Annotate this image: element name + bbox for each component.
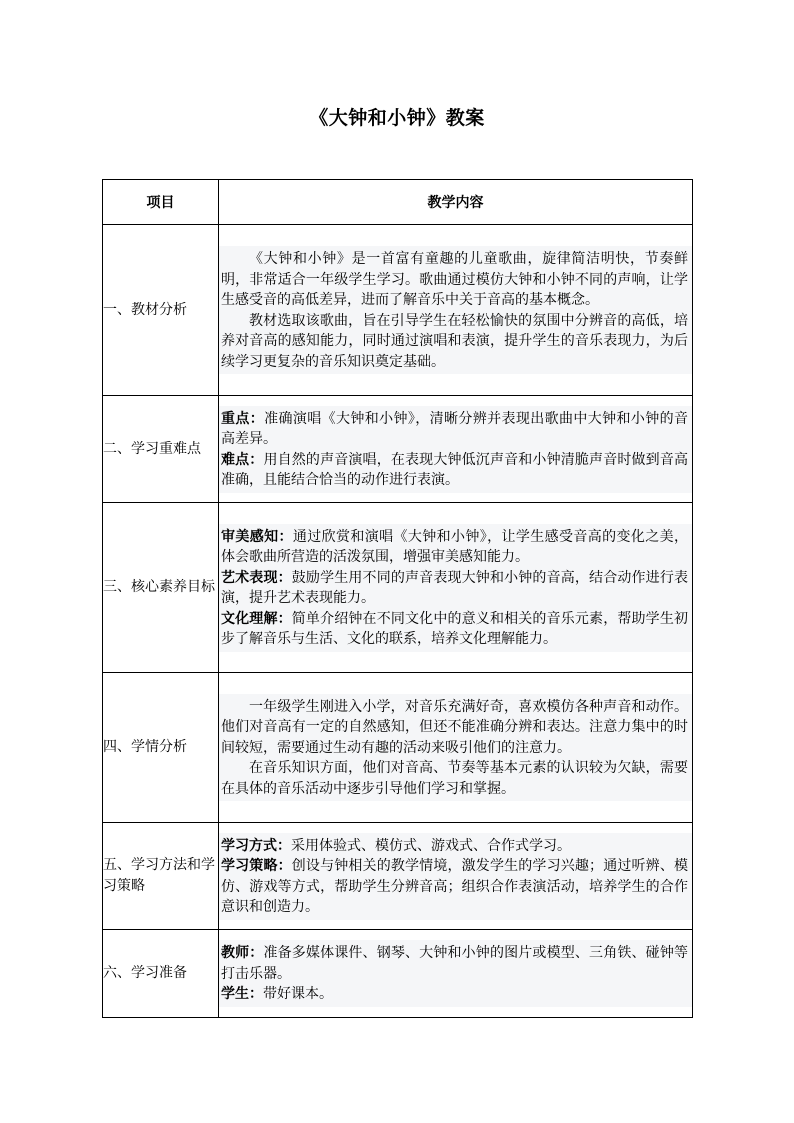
row-label: 五、学习方法和学习策略 [103,823,219,930]
row-content [219,225,693,396]
paragraph-term: 文化理解： [221,610,292,627]
content-paragraph [221,249,688,311]
paragraph-term: 学习策略： [221,858,292,874]
paragraph-text: 用自然的声音演唱，在表现大钟低沉声音和小钟清脆声音时做到音高准确，且能结合恰当的动作进行表演。 [221,451,688,488]
content-paragraph [221,856,688,918]
row-content [219,396,693,503]
paragraph-text: 准确演唱《大钟和小钟》，清晰分辨并表现出歌曲中大钟和小钟的音高差异。 [221,410,688,447]
table-row-learner-analysis [103,673,693,823]
content-paragraph [221,697,688,759]
paragraph-term: 艺术表现： [221,569,292,586]
paragraph-text: 创设与钟相关的教学情境，激发学生的学习兴趣；通过听辨、模仿、游戏等方式，帮助学生分辨音高；组织合作表演活动，培养学生的合作意识和创造力。 [221,858,688,915]
paragraph-text: 一年级学生刚进入小学，对音乐充满好奇，喜欢模仿各种声音和动作。他们对音高有一定的自然感知，但还不能准确分辨和表达。注意力集中的时间较短，需要通过生动有趣的活动来吸引他们的注意力。 [221,698,688,756]
row-label: 六、学习准备 [103,930,219,1018]
content-paragraph [221,836,688,857]
table-row-textbook-analysis [103,225,693,396]
content-paragraph [221,409,688,450]
paragraph-text: 《大钟和小钟》是一首富有童趣的儿童歌曲，旋律简洁明快，节奏鲜明，非常适合一年级学生学习。歌曲通过模仿大钟和小钟不同的声响，让学生感受音的高低差异，进而了解音乐中关于音高的基本概念。 [221,251,688,308]
paragraph-text: 采用体验式、模仿式、游戏式、合作式学习。 [291,837,571,854]
paragraph-term: 难点： [221,451,264,468]
row-label: 二、学习重难点 [103,396,219,503]
paragraph-text: 带好课本。 [263,986,333,1003]
paragraph-term: 学生： [221,986,263,1003]
document-title: 《大钟和小钟》教案 [309,107,485,129]
content-box [219,833,692,920]
row-label: 四、学情分析 [103,673,219,823]
content-paragraph [221,758,688,799]
paragraph-text: 鼓励学生用不同的声音表现大钟和小钟的音高，结合动作进行表演，提升艺术表现能力。 [221,569,688,606]
paragraph-term: 学习方式： [221,837,291,854]
table-header-row [103,180,693,225]
content-paragraph [221,568,688,609]
table-row-key-difficult-points [103,396,693,503]
row-content [219,673,693,823]
content-paragraph [221,609,688,650]
header-item: 项目 [103,180,219,225]
paragraph-text: 准备多媒体课件、钢琴、大钟和小钟的图片或模型、三角铁、碰钟等打击乐器。 [221,945,688,982]
header-content: 教学内容 [219,180,693,225]
content-paragraph [221,984,688,1005]
paragraph-term: 审美感知： [221,528,293,545]
row-content [219,930,693,1018]
lesson-plan-table [102,179,693,1018]
content-paragraph [221,311,688,373]
content-paragraph [221,527,688,568]
content-box [219,406,692,493]
paragraph-text: 在音乐知识方面，他们对音高、节奏等基本元素的认识较为欠缺，需要在具体的音乐活动中逐步引导他们学习和掌握。 [221,760,688,797]
table-row-learning-methods [103,823,693,930]
table-row-learning-preparation [103,930,693,1018]
paragraph-text: 简单介绍钟在不同文化中的意义和相关的音乐元素，帮助学生初步了解音乐与生活、文化的联系，培养文化理解能力。 [221,610,688,647]
row-label: 一、教材分析 [103,225,219,396]
paragraph-text: 通过欣赏和演唱《大钟和小钟》，让学生感受音高的变化之美，体会歌曲所营造的活泼氛围，增强审美感知能力。 [221,528,688,565]
content-box [219,694,692,802]
content-box [219,940,692,1007]
content-paragraph [221,943,688,984]
table-row-core-literacy-goals [103,503,693,673]
content-box [219,246,692,374]
content-paragraph [221,450,688,491]
row-label: 三、核心素养目标 [103,503,219,673]
paragraph-term: 重点： [221,410,265,427]
row-content [219,503,693,673]
row-content [219,823,693,930]
paragraph-term: 教师： [221,945,264,962]
content-box [219,524,692,652]
paragraph-text: 教材选取该歌曲，旨在引导学生在轻松愉快的氛围中分辨音的高低，培养对音高的感知能力，同时通过演唱和表演，提升学生的音乐表现力，为后续学习更复杂的音乐知识奠定基础。 [221,312,688,370]
